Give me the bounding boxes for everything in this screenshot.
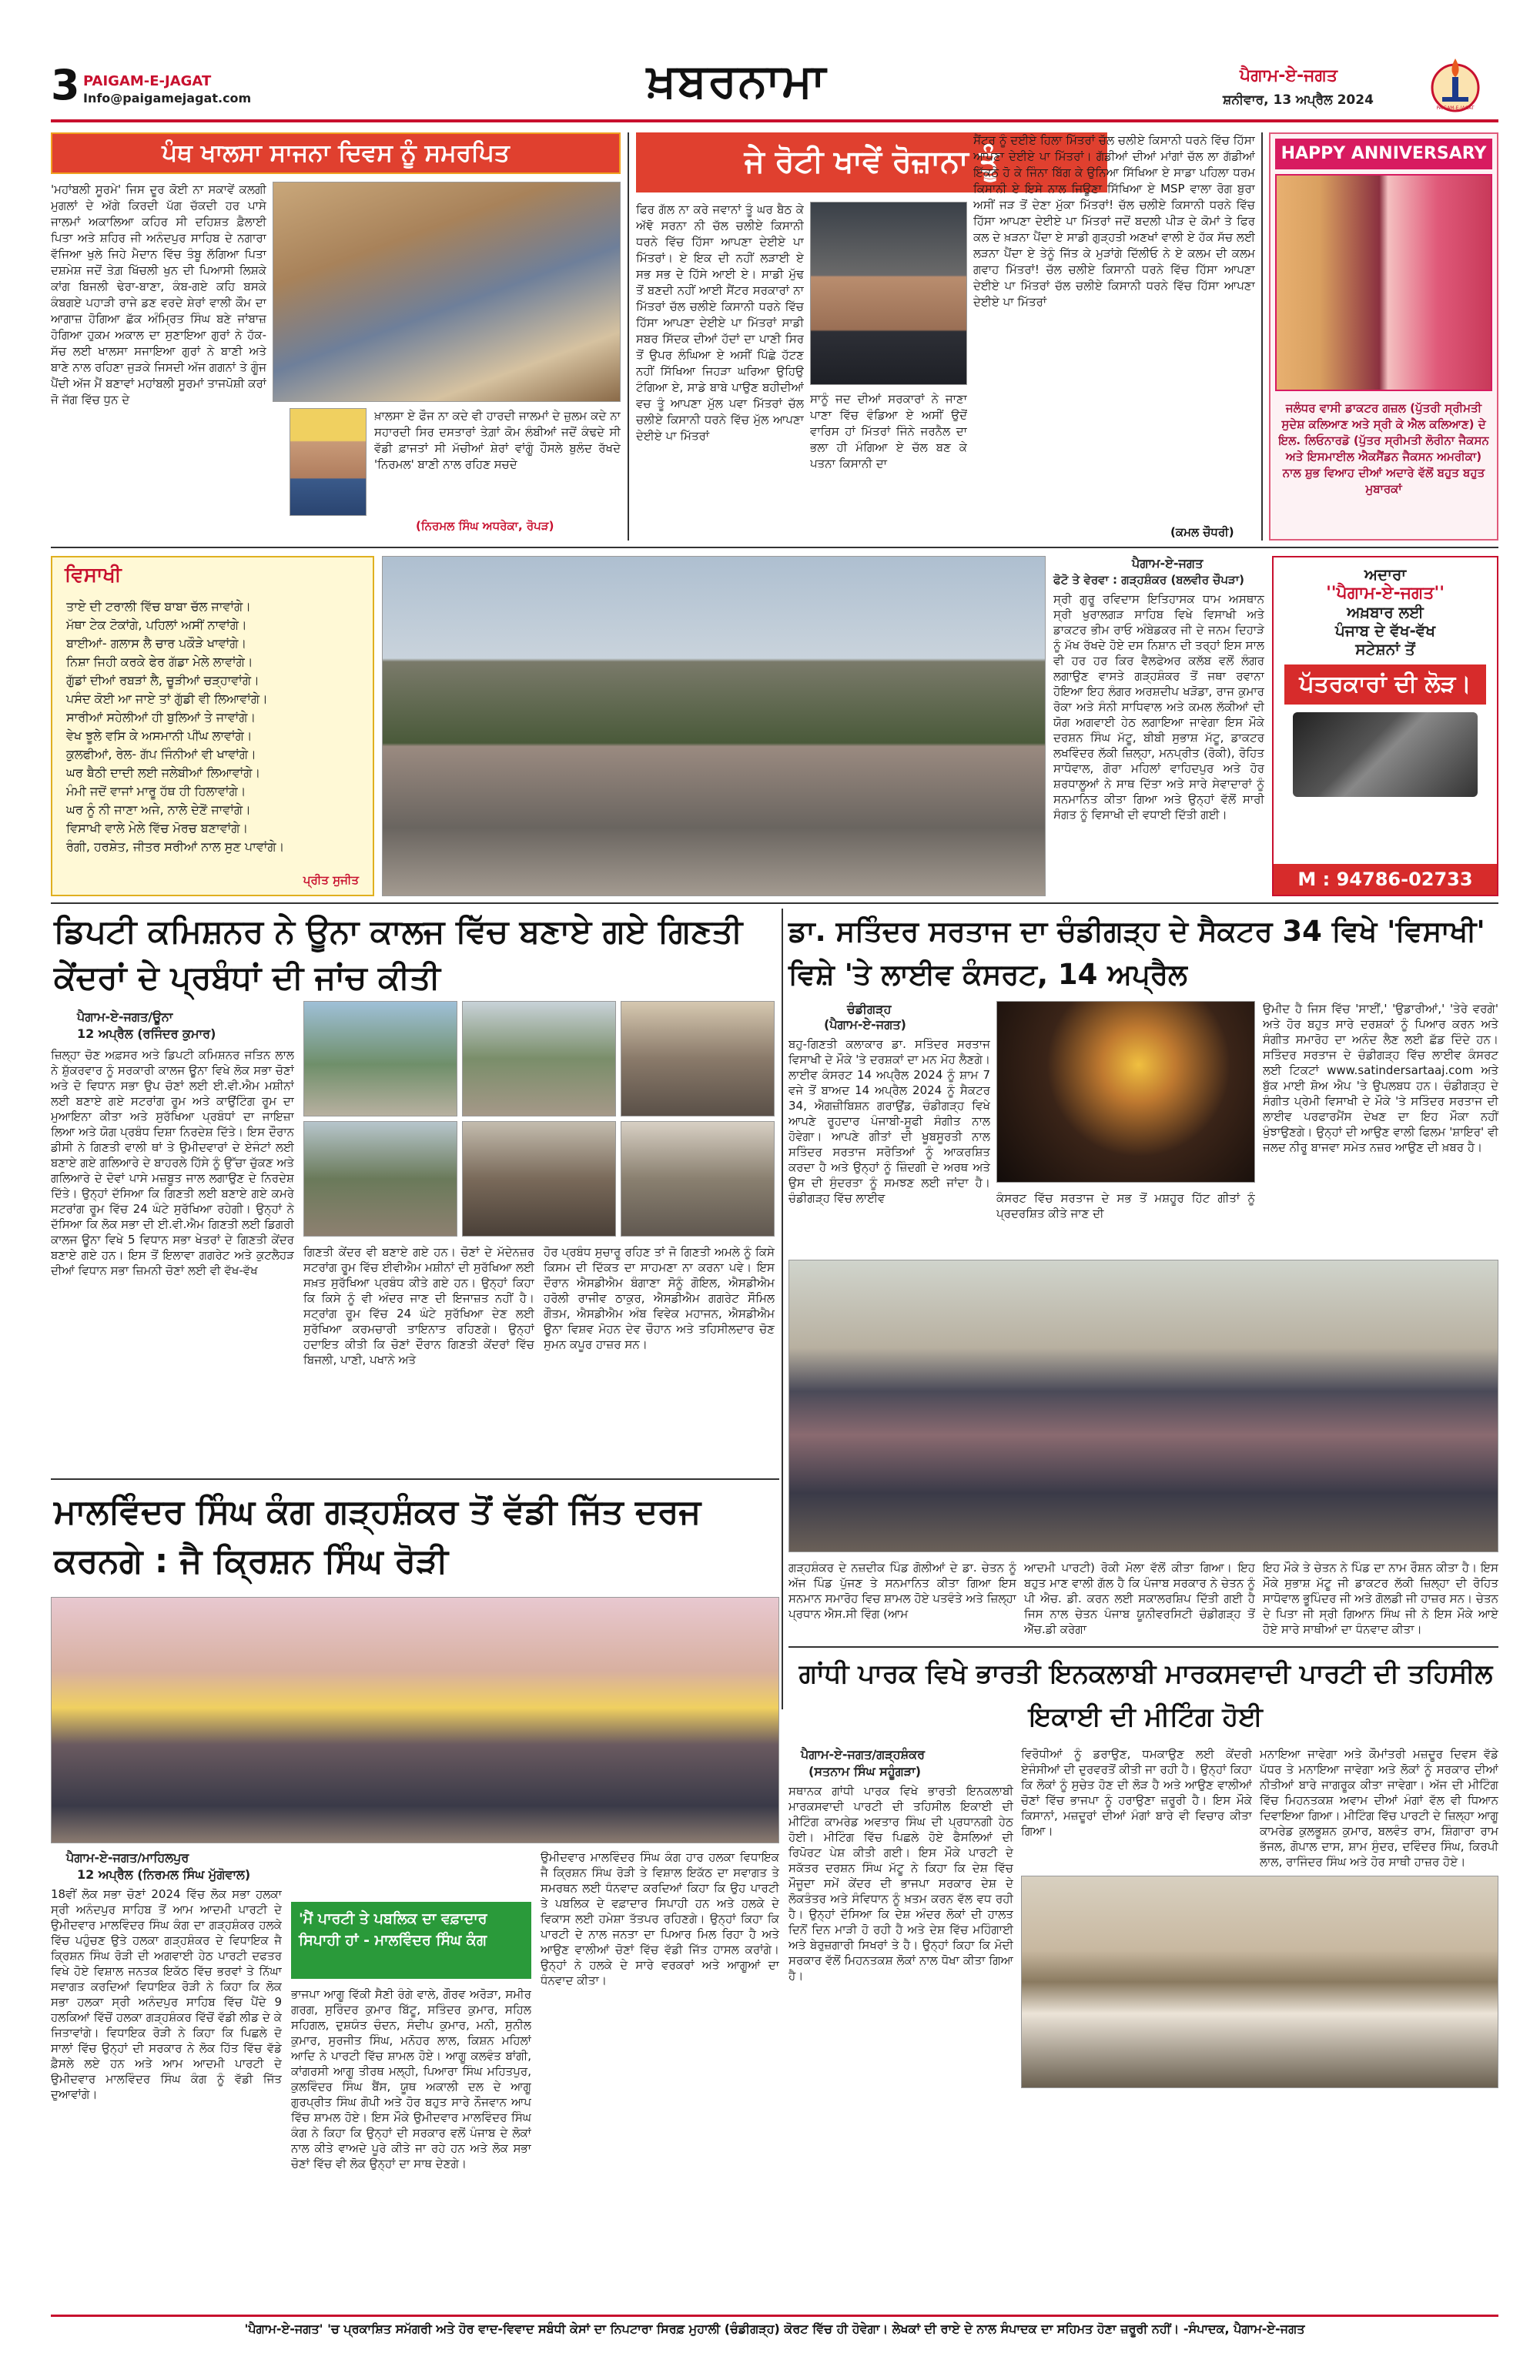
gandhi-col-3: ਮਨਾਇਆ ਜਾਵੇਗਾ ਅਤੇ ਕੌਮਾਂਤਰੀ ਮਜ਼ਦੂਰ ਦਿਵਸ ਵੱਡੇ ਪੱਧਰ ਤੇ ਮਨਾਇਆ ਜਾਵੇਗਾ ਅਤੇ ਲੋਕਾਂ ਨੂੰ ਸਰਕਾਰ ਦੀਆਂ ਨੀਤੀਆਂ ਬਾਰੇ ਜਾਗਰੂਕ ਕੀਤਾ ਜਾਵੇਗਾ। ਅੱਜ ਦੀ ਮੀਟਿੰਗ ਵਿੱਚ ਮਿਹਨਤਕਸ਼ ਅਵਾਮ ਦੀਆਂ ਮੰਗਾਂ ਵੱਲ ਵੀ ਧਿਆਨ ਦਿਵਾਇਆ ਗਿਆ। ਮੀਟਿੰਗ ਵਿੱਚ ਪਾਰਟੀ ਦੇ ਜ਼ਿਲ੍ਹਾ ਆਗੂ ਕਾਮਰੇਡ ਕੁਲਭੂਸ਼ਨ ਕੁਮਾਰ, ਬਲਵੰਤ ਰਾਮ, ਸ਼ਿੰਗਾਰਾ ਰਾਮ ਭੱਜਲ, ਗੋਪਾਲ ਦਾਸ, ਸ਼ਾਮ ਸੁੰਦਰ, ਦਵਿੰਦਰ ਸਿੰਘ, ਕਿਰਪੀ ਲਾਲ, ਰਾਜਿੰਦਰ ਸਿੰਘ ਅਤੇ ਹੋਰ ਸਾਥੀ ਹਾਜ਼ਰ ਹੋਏ।: [1260, 1747, 1498, 1869]
col-divider-2: [1261, 132, 1263, 541]
kang-byline: 12 ਅਪ੍ਰੈਲ (ਨਿਰਮਲ ਸਿੰਘ ਮੁੱਗੋਵਾਲ): [77, 1867, 251, 1882]
roti-col-2: ਸਾਨੂੰ ਜਦ ਦੀਆਂ ਸਰਕਾਰਾਂ ਨੇ ਜਾਣਾ ਪਾਣਾ ਵਿੱਚ ਵੰਡਿਆ ਏ ਅਸੀਂ ਉਦੋਂ ਵਾਰਿਸ ਹਾਂ ਮਿੱਤਰਾਂ ਜਿੰਨੇ ਜਰਨੈਲ ਦਾ ਭਲਾ ਹੀ ਮੰਗਿਆ ਏ ਚੱਲ ਬਣ ਕੇ ਪਤਨਾ ਕਿਸਾਨੀ ਦਾ: [810, 392, 967, 470]
footer-disclaimer: 'ਪੈਗਾਮ-ਏ-ਜਗਤ' 'ਚ ਪ੍ਰਕਾਸ਼ਿਤ ਸਮੱਗਰੀ ਅਤੇ ਹੋਰ ਵਾਦ-ਵਿਵਾਦ ਸਬੰਧੀ ਕੇਸਾਂ ਦਾ ਨਿਪਟਾਰਾ ਸਿਰਫ਼ ਮੁਹਾਲੀ (ਚੰਡੀਗੜ੍ਹ) ਕੋਰਟ ਵਿੱਚ ਹੀ ਹੋਵੇਗਾ। ਲੇਖਕਾਂ ਦੀ ਰਾਏ ਦੇ ਨਾਲ ਸੰਪਾਦਕ ਦਾ ਸਹਿਮਤ ਹੋਣਾ ਜ਼ਰੂਰੀ ਨਹੀਂ। -ਸੰਪਾਦਕ, ਪੈਗਾਮ-ਏ-ਜਗਤ: [244, 2321, 1305, 2336]
kang-quote-box: [291, 1902, 531, 1979]
una-photo-3: [621, 1001, 775, 1116]
section-title: ਖ਼ਬਰਨਾਮਾ: [647, 54, 828, 108]
gandhi-col-1: ਸਥਾਨਕ ਗਾਂਧੀ ਪਾਰਕ ਵਿਖੇ ਭਾਰਤੀ ਇਨਕਲਾਬੀ ਮਾਰਕਸਵਾਦੀ ਪਾਰਟੀ ਦੀ ਤਹਿਸੀਲ ਇਕਾਈ ਦੀ ਮੀਟਿੰਗ ਕਾਮਰੇਡ ਅਵਤਾਰ ਸਿੰਘ ਦੀ ਪ੍ਰਧਾਨਗੀ ਹੇਠ ਹੋਈ। ਮੀਟਿੰਗ ਵਿੱਚ ਪਿਛਲੇ ਹੋਏ ਫੈਸਲਿਆਂ ਦੀ ਰਿਪੋਰਟ ਪੇਸ਼ ਕੀਤੀ ਗਈ। ਇਸ ਮੌਕੇ ਪਾਰਟੀ ਦੇ ਸਕੱਤਰ ਦਰਸ਼ਨ ਸਿੰਘ ਮੱਟੂ ਨੇ ਕਿਹਾ ਕਿ ਦੇਸ਼ ਵਿੱਚ ਮੌਜੂਦਾ ਸਮੇਂ ਕੇਂਦਰ ਦੀ ਭਾਜਪਾ ਸਰਕਾਰ ਦੇਸ਼ ਦੇ ਲੋਕਤੰਤਰ ਅਤੇ ਸੰਵਿਧਾਨ ਨੂੰ ਖ਼ਤਮ ਕਰਨ ਵੱਲ ਵਧ ਰਹੀ ਹੈ। ਉਨ੍ਹਾਂ ਦੱਸਿਆ ਕਿ ਦੇਸ਼ ਅੰਦਰ ਲੋਕਾਂ ਦੀ ਹਾਲਤ ਦਿਨੋਂ ਦਿਨ ਮਾੜੀ ਹੋ ਰਹੀ ਹੈ ਅਤੇ ਦੇਸ਼ ਵਿੱਚ ਮਹਿੰਗਾਈ ਅਤੇ ਬੇਰੁਜ਼ਗਾਰੀ ਸਿਖਰਾਂ ਤੇ ਹੈ। ਉਨ੍ਹਾਂ ਕਿਹਾ ਕਿ ਮੋਦੀ ਸਰਕਾਰ ਵੱਲੋਂ ਮਿਹਨਤਕਸ਼ ਲੋਕਾਂ ਨਾਲ ਧੋਖਾ ਕੀਤਾ ਗਿਆ ਹੈ।: [788, 1784, 1013, 1983]
visakhi-poet: ਪ੍ਰੀਤ ਸੁਜੀਤ: [303, 873, 359, 887]
roti-col-3: ਸੈਂਟਰ ਨੂੰ ਦਈਏ ਹਿਲਾ ਮਿੱਤਰਾਂ ਚੱਲ ਚਲੀਏ ਕਿਸਾਨੀ ਧਰਨੇ ਵਿੱਚ ਹਿੱਸਾ ਆਪਣਾ ਦੇਈਏ ਪਾ ਮਿੱਤਰਾਂ। ਗੱਡੀਆਂ ਦੀਆਂ ਮਾਂਗਾਂ ਚੱਲ ਲਾ ਗੱਡੀਆਂ ਇੱਕਠੇ ਹੋ ਕੇ ਜਿੰਨਾ ਬਿੱਗ ਕੇ ਉਨਿਆ ਸਿੱਖਿਆ ਏ ਸਾਡਾ ਪਹਿਲਾ ਧਰਮ ਕਿਸਾਨੀ ਏ ਇਸੇ ਨਾਲ ਜਿਊਣਾ ਸਿੱਖਿਆ ਏ MSP ਵਾਲਾ ਰੋਗ ਬੁਰਾ ਅਸੀਂ ਜੜ ਤੋਂ ਦੇਣਾ ਮੁੱਕਾ ਮਿੱਤਰਾਂ! ਚੱਲ ਚਲੀਏ ਕਿਸਾਨੀ ਧਰਨੇ ਵਿੱਚ ਹਿੱਸਾ ਆਪਣਾ ਦੇਈਏ ਪਾ ਮਿੱਤਰਾਂ ਜਦੋਂ ਬਦਲੀ ਪੀੜ ਦੇ ਕੋਮਾਂ ਤੇ ਫਿਰ ਕਲ ਦੇ ਖ਼ੜਨਾ ਪੈਂਦਾ ਏ ਸਾਡੀ ਗੁੜ੍ਹਤੀ ਅਣਖਾਂ ਵਾਲੀ ਏ ਹੱਕ ਸੱਚ ਲਈ ਲੜਨਾ ਪੈਂਦਾ ਏ ਤੇਨੂੰ ਜਿੱਤ ਕੇ ਮੁੜਾਂਗੇ ਦਿੱਲੀਓ ਨੇ ਏ ਕਲਮ ਦੀ ਕਲਮ ਗਵਾਹ ਮਿੱਤਰਾਂ! ਚੱਲ ਚਲੀਏ ਕਿਸਾਨੀ ਧਰਨੇ ਵਿੱਚ ਹਿੱਸਾ ਆਪਣਾ ਦੇਈਏ ਪਾ ਮਿੱਤਰਾਂ ਚੱਲ ਚਲੀਏ ਕਿਸਾਨੀ ਧਰਨੇ ਵਿੱਚ ਹਿੱਸਾ ਆਪਣਾ ਦੇਈਏ ਪਾ ਮਿੱਤਰਾਂ: [973, 133, 1255, 309]
concert-singer-photo: [996, 1001, 1255, 1183]
poem-line: ਗੁੱਡਾਂ ਦੀਆਂ ਰਬੜਾਂ ਲੈ, ਚੂੜੀਆਂ ਚੜ੍ਹਾਵਾਂਗੇ।: [66, 673, 259, 688]
chetan-col-3: ਇਹ ਮੌਕੇ ਤੇ ਚੇਤਨ ਨੇ ਪਿੰਡ ਦਾ ਨਾਮ ਰੌਸ਼ਨ ਕੀਤਾ ਹੈ। ਇਸ ਮੌਕੇ ਸੁਭਾਸ਼ ਮੱਟੂ ਜੀ ਡਾਕਟਰ ਲੱਕੀ ਜ਼ਿਲ੍ਹਾ ਦੀ ਰੋਹਿਤ ਸਾਧੋਵਾਲ ਭੂਪਿੰਦਰ ਜੀ ਅਤੇ ਗੋਲਡੀ ਜੀ ਹਾਜ਼ਰ ਸਨ। ਚੇਤਨ ਦੇ ਪਿਤਾ ਜੀ ਸ੍ਰੀ ਗਿਆਨ ਸਿੰਘ ਜੀ ਨੇ ਇਸ ਮੌਕੇ ਆਏ ਹੋਏ ਸਾਰੇ ਸਾਥੀਆਂ ਦਾ ਧੰਨਵਾਦ ਕੀਤਾ।: [1263, 1561, 1498, 1636]
footer-rule: [51, 2315, 1498, 2317]
ad-highlight-box: [1284, 664, 1486, 705]
chetan-col-1: ਗੜ੍ਹਸ਼ੰਕਰ ਦੇ ਨਜ਼ਦੀਕ ਪਿੰਡ ਗੋਲੀਆਂ ਦੇ ਡਾ. ਚੇਤਨ ਨੂੰ ਅੱਜ ਪਿੰਡ ਪੁੱਜਣ ਤੇ ਸਨਮਾਨਿਤ ਕੀਤਾ ਗਿਆ ਇਸ ਸਨਮਾਨ ਸਮਾਰੋਹ ਵਿਚ ਸ਼ਾਮਲ ਹੋਏ ਪਤਵੰਤੇ ਅਤੇ ਜ਼ਿਲ੍ਹਾ ਪ੍ਰਧਾਨ ਐਸ.ਸੀ ਵਿੰਗ (ਆਮ: [788, 1561, 1016, 1621]
una-col-3: ਹੋਰ ਪ੍ਰਬੰਧ ਸੁਚਾਰੂ ਰਹਿਣ ਤਾਂ ਜੋ ਗਿਣਤੀ ਅਮਲੇ ਨੂੰ ਕਿਸੇ ਕਿਸਮ ਦੀ ਦਿੱਕਤ ਦਾ ਸਾਹਮਣਾ ਨਾ ਕਰਨਾ ਪਵੇ। ਇਸ ਦੌਰਾਨ ਐਸਡੀਐਮ ਬੰਗਾਣਾ ਸੋਨੂੰ ਗੋਇਲ, ਐਸਡੀਐਮ ਹਰੋਲੀ ਰਾਜੀਵ ਠਾਕੁਰ, ਐਸਡੀਐਮ ਗਗਰੇਟ ਸੌਮਿਲ ਗੌਤਮ, ਐਸਡੀਐਮ ਅੰਬ ਵਿਵੇਕ ਮਹਾਜਨ, ਐਸਡੀਐਮ ਊਨਾ ਵਿਸ਼ਵ ਮੋਹਨ ਦੇਵ ਚੌਹਾਨ ਅਤੇ ਤਹਿਸੀਲਦਾਰ ਚੋਣ ਸੁਮਨ ਕਪੂਰ ਹਾਜ਼ਰ ਸਨ।: [544, 1245, 775, 1351]
flag-dateline: ਪੈਗਾਮ-ਏ-ਜਗਤ: [1132, 556, 1204, 571]
ad-highlight: ਪੱਤਰਕਾਰਾਂ ਦੀ ਲੋੜ।: [1299, 671, 1471, 698]
poet-portrait: [290, 408, 367, 516]
visakhi-box: [51, 556, 374, 896]
logo: [1428, 54, 1482, 115]
una-photo-1: [303, 1001, 457, 1116]
poem-line: ਸਾਰੀਆਂ ਸਹੇਲੀਆਂ ਹੀ ਬੁਲਿਆਂ ਤੇ ਜਾਵਾਂਗੇ।: [66, 710, 256, 725]
anniversary-photo: [1275, 174, 1492, 391]
poem-line: ਕੁਲਫੀਆਂ, ਰੇਲ- ਗੱਪ ਜਿੰਨੀਆਂ ਵੀ ਖਾਵਾਂਗੇ।: [66, 747, 256, 762]
masthead: [0, 0, 1540, 123]
ad-paper: ''ਪੈਗਾਮ-ਏ-ਜਗਤ'': [1326, 584, 1445, 603]
roti-poet-photo: [810, 202, 967, 385]
kang-heading: ਮਾਲਵਿੰਦਰ ਸਿੰਘ ਕੰਗ ਗੜ੍ਹਸ਼ੰਕਰ ਤੋਂ ਵੱਡੀ ਜਿੱਤ ਦਰਜ ਕਰਨਗੇ : ਜੈ ਕ੍ਰਿਸ਼ਨ ਸਿੰਘ ਰੋੜੀ: [54, 1492, 701, 1581]
section-rule-1: [51, 547, 1498, 548]
section-rule-3: [51, 1478, 779, 1480]
concert-col-1: ਬਹੁ-ਗਿਣਤੀ ਕਲਾਕਾਰ ਡਾ. ਸਤਿੰਦਰ ਸਰਤਾਜ ਵਿਸਾਖੀ ਦੇ ਮੌਕੇ 'ਤੇ ਦਰਸ਼ਕਾਂ ਦਾ ਮਨ ਮੋਹ ਲੈਣਗੇ। ਲਾਈਵ ਕੰਸਰਟ 14 ਅਪ੍ਰੈਲ 2024 ਨੂੰ ਸ਼ਾਮ 7 ਵਜੇ ਤੋਂ ਬਾਅਦ 14 ਅਪ੍ਰੈਲ 2024 ਨੂੰ ਸੈਕਟਰ 34, ਐਗਜ਼ੀਬਿਸ਼ਨ ਗਰਾਉਂਡ, ਚੰਡੀਗੜ੍ਹ ਵਿਖੇ ਆਪਣੇ ਰੂਹਦਾਰ ਪੰਜਾਬੀ-ਸੂਫੀ ਸੰਗੀਤ ਨਾਲ ਹੋਵੇਗਾ। ਆਪਣੇ ਗੀਤਾਂ ਦੀ ਖੂਬਸੂਰਤੀ ਨਾਲ ਸਤਿੰਦਰ ਸਰਤਾਜ ਸਰੋਤਿਆਂ ਨੂੰ ਆਕਰਸ਼ਿਤ ਕਰਦਾ ਹੈ ਅਤੇ ਉਨ੍ਹਾਂ ਨੂੰ ਜ਼ਿੰਦਗੀ ਦੇ ਅਰਥ ਅਤੇ ਉਸ ਦੀ ਸੁੰਦਰਤਾ ਨੂੰ ਸਮਝਣ ਲਈ ਜਾਂਦਾ ਹੈ। ਚੰਡੀਗੜ੍ਹ ਵਿੱਚ ਲਾਈਵ: [788, 1037, 990, 1205]
khalsa-heading-bar: [51, 132, 621, 174]
una-byline: 12 ਅਪ੍ਰੈਲ (ਰਜਿੰਦਰ ਕੁਮਾਰ): [77, 1026, 216, 1041]
masthead-rule: [51, 119, 1498, 122]
roti-heading: ਜੇ ਰੋਟੀ ਖਾਵੇਂ ਰੋਜ਼ਾਨਾ ਤੂੰ: [744, 144, 999, 179]
page-number: 3: [51, 61, 80, 109]
anniversary-body: ਜਲੰਧਰ ਵਾਸੀ ਡਾਕਟਰ ਗਜ਼ਲ (ਪੁੱਤਰੀ ਸ੍ਰੀਮਤੀ ਸੁਦੇਸ਼ ਕਲਿਆਣ ਅਤੇ ਸ੍ਰੀ ਕੇ ਐਲ ਕਲਿਆਣ) ਦੇ ਇਲ. ਲਿਓਨਾਰਡੋ (ਪੁੱਤਰ ਸ੍ਰੀਮਤੀ ਲੋਰੀਨਾ ਜੈਕਸਨ ਅਤੇ ਇਸਮਾਈਲ ਐਕਸੈਂਡਨ ਜੈਕਸਨ ਅਮਰੀਕਾ) ਨਾਲ ਸ਼ੁਭ ਵਿਆਹ ਦੀਆਂ ਅਦਾਰੇ ਵੱਲੋਂ ਬਹੁਤ ਬਹੁਤ ਮੁਬਾਰਕਾਂ: [1278, 401, 1489, 496]
paper-name-punjabi: ਪੈਗਾਮ-ਏ-ਜਗਤ: [1240, 66, 1337, 85]
anniversary-heading-bar: [1275, 139, 1492, 169]
microphone-icon: [1293, 712, 1478, 797]
flag-body: ਸ੍ਰੀ ਗੁਰੂ ਰਵਿਦਾਸ ਇਤਿਹਾਸਕ ਧਾਮ ਅਸਥਾਨ ਸ੍ਰੀ ਖੁਰਾਲਗੜ ਸਾਹਿਬ ਵਿਖੇ ਵਿਸਾਖੀ ਅਤੇ ਡਾਕਟਰ ਭੀਮ ਰਾਓ ਅੰਬੇਡਕਰ ਜੀ ਦੇ ਜਨਮ ਦਿਹਾੜੇ ਨੂੰ ਮੱਖ ਰੱਖਦੇ ਹੋਏ ਦਸ ਨਿਸ਼ਾਨ ਦੀ ਤਰ੍ਹਾਂ ਇਸ ਸਾਲ ਵੀ ਹਰ ਹਰ ਕਿਰ ਵੈਲਫੇਅਰ ਕਲੱਬ ਵਲੋਂ ਲੰਗਰ ਲਗਾਉਣ ਵਾਸਤੇ ਗੜ੍ਹਸ਼ੰਕਰ ਤੋਂ ਜਥਾ ਰਵਾਨਾ ਹੋਇਆ ਇਹ ਲੰਗਰ ਅਰਸ਼ਦੀਪ ਖੜੋਡਾ, ਰਾਜ ਕੁਮਾਰ ਰੋਕਾ ਅਤੇ ਸੰਨੀ ਸਾਧਿਵਾਲ ਅਤੇ ਕਮਲ ਲੱਕੀਆਂ ਦੀ ਯੋਗ ਅਗਵਾਈ ਹੇਠ ਲਗਾਇਆ ਜਾਵੇਗਾ ਇਸ ਮੌਕੇ ਦਰਸ਼ਨ ਸਿੰਘ ਮੱਟੂ, ਬੀਬੀ ਸੁਭਾਸ਼ ਮੱਟੂ, ਡਾਕਟਰ ਲਖਵਿੰਦਰ ਲੱਕੀ ਜ਼ਿਲ੍ਹਾ, ਮਨਪ੍ਰੀਤ (ਰੋਕੀ), ਰੋਹਿਤ ਸਾਧੋਵਾਲ, ਗੋਰਾ ਮਹਿਲਾਂ ਵਾਹਿਦਪੁਰ ਅਤੇ ਹੋਰ ਸ਼ਰਧਾਲੂਆਂ ਨੇ ਸਾਥ ਦਿੱਤਾ ਅਤੇ ਸਾਰੇ ਸੇਵਾਦਾਰਾਂ ਨੂੰ ਸਨਮਾਨਿਤ ਕੀਤਾ ਗਿਆ ਅਤੇ ਉਨ੍ਹਾਂ ਵੱਲੋਂ ਸਾਰੀ ਸੰਗਤ ਨੂੰ ਵਿਸਾਖੀ ਦੀ ਵਧਾਈ ਦਿੱਤੀ ਗਈ।: [1053, 592, 1264, 822]
visakhi-heading: ਵਿਸਾਖੀ: [65, 564, 122, 587]
gandhi-col-3b: [1021, 2096, 1498, 2310]
col-divider-3: [782, 909, 783, 1709]
gandhi-heading: ਗਾਂਧੀ ਪਾਰਕ ਵਿਖੇ ਭਾਰਤੀ ਇਨਕਲਾਬੀ ਮਾਰਕਸਵਾਦੀ ਪਾਰਟੀ ਦੀ ਤਹਿਸੀਲ ਇਕਾਈ ਦੀ ਮੀਟਿੰਗ ਹੋਈ: [798, 1659, 1493, 1732]
email: Info@paigamejagat.com: [83, 91, 252, 105]
ad-line-3: ਸਟੇਸ਼ਨਾਂ ਤੋਂ: [1355, 640, 1415, 658]
una-photo-2: [462, 1001, 616, 1116]
una-heading: ਡਿਪਟੀ ਕਮਿਸ਼ਨਰ ਨੇ ਊਨਾ ਕਾਲਜ ਵਿੱਚ ਬਣਾਏ ਗਏ ਗਿਣਤੀ ਕੇਂਦਰਾਂ ਦੇ ਪ੍ਰਬੰਧਾਂ ਦੀ ਜਾਂਚ ਕੀਤੀ: [54, 912, 743, 996]
una-dateline: ਪੈਗਾਮ-ਏ-ਜਗਤ/ਊਨਾ: [77, 1009, 173, 1024]
poem-line: ਨਿਸ਼ਾ ਜਿਹੀ ਕਰਕੇ ਫੇਰ ਗੱਡਾ ਮੇਲੇ ਲਾਵਾਂਗੇ।: [66, 654, 253, 669]
una-col-2: ਗਿਣਤੀ ਕੇਂਦਰ ਵੀ ਬਣਾਏ ਗਏ ਹਨ। ਚੋਣਾਂ ਦੇ ਮੱਦੇਨਜ਼ਰ ਸਟਰਾਂਗ ਰੂਮ ਵਿੱਚ ਈਵੀਐਮ ਮਸ਼ੀਨਾਂ ਦੀ ਸੁਰੱਖਿਆ ਲਈ ਸਖ਼ਤ ਸੁਰੱਖਿਆ ਪ੍ਰਬੰਧ ਕੀਤੇ ਗਏ ਹਨ। ਉਨ੍ਹਾਂ ਕਿਹਾ ਕਿ ਕਿਸੇ ਨੂੰ ਵੀ ਅੰਦਰ ਜਾਣ ਦੀ ਇਜਾਜ਼ਤ ਨਹੀਂ ਹੈ। ਸਟ੍ਰਾਂਗ ਰੂਮ ਵਿੱਚ 24 ਘੰਟੇ ਸੁਰੱਖਿਆ ਦੇਣ ਲਈ ਸੁਰੱਖਿਆ ਕਰਮਚਾਰੀ ਤਾਇਨਾਤ ਰਹਿਣਗੇ। ਉਨ੍ਹਾਂ ਹਦਾਇਤ ਕੀਤੀ ਕਿ ਚੋਣਾਂ ਦੌਰਾਨ ਗਿਣਤੀ ਕੇਂਦਰਾਂ ਵਿੱਚ ਬਿਜਲੀ, ਪਾਣੀ, ਪਖਾਨੇ ਅਤੇ: [303, 1245, 534, 1367]
concert-col-2: ਕੰਸਰਟ ਵਿੱਚ ਸਰਤਾਜ ਦੇ ਸਭ ਤੋਂ ਮਸ਼ਹੂਰ ਹਿੱਟ ਗੀਤਾਂ ਨੂੰ ਪ੍ਰਦਰਸ਼ਿਤ ਕੀਤੇ ਜਾਣ ਦੀ: [996, 1191, 1255, 1220]
gandhi-byline: (ਸਤਨਾਮ ਸਿੰਘ ਸਹੂੰਗੜਾ): [808, 1764, 922, 1779]
khalsa-painting: [273, 182, 621, 402]
concert-col-3: ਉਮੀਦ ਹੈ ਜਿਸ ਵਿੱਚ 'ਸਾਈਂ,' 'ਉਡਾਰੀਆਂ,' 'ਤੇਰੇ ਵਰਗੇ' ਅਤੇ ਹੋਰ ਬਹੁਤ ਸਾਰੇ ਦਰਸ਼ਕਾਂ ਨੂੰ ਪਿਆਰ ਕਰਨ ਅਤੇ ਸੰਗੀਤ ਸਮਾਰੋਹ ਦਾ ਅਨੰਦ ਲੈਣ ਲਈ ਛੱਡ ਦਿੰਦੇ ਹਨ। ਸਤਿੰਦਰ ਸਰਤਾਜ ਦੇ ਚੰਡੀਗੜ੍ਹ ਵਿੱਚ ਲਾਈਵ ਕੰਸਰਟ ਲਈ ਟਿਕਟਾਂ www.satindersartaaj.com ਅਤੇ ਬੁੱਕ ਮਾਈ ਸ਼ੋਅ ਐਪ 'ਤੇ ਉਪਲਬਧ ਹਨ। ਚੰਡੀਗੜ੍ਹ ਦੇ ਸੰਗੀਤ ਪ੍ਰੇਮੀ ਵਿਸਾਖੀ ਦੇ ਮੌਕੇ 'ਤੇ ਸਤਿੰਦਰ ਸਰਤਾਜ ਦੀ ਲਾਈਵ ਪਰਫਾਰਮੈਂਸ ਦੇਖਣ ਦਾ ਇਹ ਮੌਕਾ ਨਹੀਂ ਖੁੰਝਾਉਣਗੇ। ਉਨ੍ਹਾਂ ਦੀ ਆਉਣ ਵਾਲੀ ਫਿਲਮ 'ਸ਼ਾਇਰ' ਵੀ ਜਲਦ ਨੀਰੂ ਬਾਜਵਾ ਸਮੇਤ ਨਜ਼ਰ ਆਉਣ ਦੀ ਖ਼ਬਰ ਹੈ।: [1263, 1002, 1498, 1154]
poem-line: ਪਸੰਦ ਕੋਈ ਆ ਜਾਏ ਤਾਂ ਗੁੱਡੀ ਵੀ ਲਿਆਵਾਂਗੇ।: [66, 691, 268, 706]
ad-line-1: ਅਖ਼ਬਾਰ ਲਈ: [1347, 603, 1424, 621]
khalsa-body-right: ਖ਼ਾਲਸਾ ਏ ਫੌਜ ਨਾ ਕਦੇ ਵੀ ਹਾਰਦੀ ਜਾਲਮਾਂ ਦੇ ਜ਼ੁਲਮ ਕਦੇ ਨਾ ਸਹਾਰਦੀ ਸਿਰ ਦਸਤਾਰਾਂ ਤੇਗ਼ਾਂ ਕੋਮ ਲੰਬੀਆਂ ਜਦੋਂ ਕੰਢਦੇ ਸੀ ਵੱਡੀ ਫ਼ਾਜਤਾਂ ਸੀ ਮੱਚੀਆਂ ਸ਼ੇਰਾਂ ਵਾਂਗੂੰ ਹੌਸਲੇ ਬੁਲੰਦ ਰੱਖਦੇ 'ਨਿਰਮਲ' ਬਾਣੀ ਨਾਲ ਰਹਿਣ ਸਚਦੇ: [374, 409, 621, 471]
paper-name: PAIGAM-E-JAGAT: [83, 73, 212, 89]
kang-rally-photo: [51, 1597, 779, 1843]
khalsa-poet: (ਨਿਰਮਲ ਸਿੰਘ ਅਧਰੇਕਾ, ਰੋਪੜ): [416, 519, 554, 533]
kang-col-1: 18ਵੀਂ ਲੋਕ ਸਭਾ ਚੋਣਾਂ 2024 ਵਿੱਚ ਲੋਕ ਸਭਾ ਹਲਕਾ ਸ੍ਰੀ ਅਨੰਦਪੁਰ ਸਾਹਿਬ ਤੋਂ ਆਮ ਆਦਮੀ ਪਾਰਟੀ ਦੇ ਉਮੀਦਵਾਰ ਮਾਲਵਿੰਦਰ ਸਿੰਘ ਕੰਗ ਦਾ ਗੜ੍ਹਸ਼ੰਕਰ ਹਲਕੇ ਵਿੱਚ ਪਹੁੰਚਣ ਉਤੇ ਹਲਕਾ ਗੜ੍ਹਸ਼ੰਕਰ ਦੇ ਵਿਧਾਇਕ ਜੈ ਕ੍ਰਿਸ਼ਨ ਸਿੰਘ ਰੋੜੀ ਦੀ ਅਗਵਾਈ ਹੇਠ ਪਾਰਟੀ ਦਫਤਰ ਵਿਖੇ ਹੋਏ ਵਿਸ਼ਾਲ ਜਨਤਕ ਇਕੱਠ ਵਿੱਚ ਭਰਵਾਂ ਤੇ ਨਿੱਘਾ ਸਵਾਗਤ ਕਰਦਿਆਂ ਵਿਧਾਇਕ ਰੋੜੀ ਨੇ ਕਿਹਾ ਕਿ ਲੋਕ ਸਭਾ ਹਲਕਾ ਸ੍ਰੀ ਅਨੰਦਪੁਰ ਸਾਹਿਬ ਵਿੱਚ ਪੈਂਦੇ 9 ਹਲਕਿਆਂ ਵਿੱਚੋਂ ਹਲਕਾ ਗੜ੍ਹਸ਼ੰਕਰ ਵਿੱਚੋਂ ਵੱਡੀ ਲੀਡ ਦੇ ਕੇ ਜਿਤਾਵਾਂਗੇ। ਵਿਧਾਇਕ ਰੋੜੀ ਨੇ ਕਿਹਾ ਕਿ ਪਿਛਲੇ ਦੋ ਸਾਲਾਂ ਵਿੱਚ ਉਨ੍ਹਾਂ ਦੀ ਸਰਕਾਰ ਨੇ ਲੋਕ ਹਿੱਤ ਵਿੱਚ ਵੱਡੇ ਫ਼ੈਸਲੇ ਲਏ ਹਨ ਅਤੇ ਆਮ ਆਦਮੀ ਪਾਰਟੀ ਦੇ ਉਮੀਦਵਾਰ ਮਾਲਵਿੰਦਰ ਸਿੰਘ ਕੰਗ ਨੂੰ ਵੱਡੀ ਜਿੱਤ ਦੁਆਵਾਂਗੇ।: [51, 1887, 282, 2101]
una-photo-5: [462, 1121, 616, 1237]
logo-text: PAIGAM-E-JAGAT: [1436, 105, 1475, 111]
poem-line: ਤਾਏ ਦੀ ਟਰਾਲੀ ਵਿੱਚ ਬਾਬਾ ਚੱਲ ਜਾਵਾਂਗੇ।: [66, 599, 251, 614]
flag-group-photo: [382, 556, 1046, 896]
col-divider-1: [628, 132, 629, 541]
gandhi-dateline: ਪੈਗਾਮ-ਏ-ਜਗਤ/ਗੜ੍ਹਸ਼ੰਕਰ: [801, 1747, 926, 1762]
roti-poet: (ਕਮਲ ਚੌਧਰੀ): [1170, 525, 1234, 539]
flag-byline: ਫੋਟੋ ਤੇ ਵੇਰਵਾ : ਗੜ੍ਹਸ਼ੰਕਰ (ਬਲਵੀਰ ਚੌਪੜਾ): [1053, 573, 1244, 587]
reporters-ad: [1272, 556, 1498, 896]
poem-line: ਘਰ ਬੈਠੀ ਦਾਦੀ ਲਈ ਜਲੇਬੀਆਂ ਲਿਆਵਾਂਗੇ।: [66, 765, 261, 780]
kang-quote: 'ਮੈਂ ਪਾਰਟੀ ਤੇ ਪਬਲਿਕ ਦਾ ਵਫ਼ਾਦਾਰ ਸਿਪਾਹੀ ਹਾਂ - ਮਾਲਵਿੰਦਰ ਸਿੰਘ ਕੰਗ: [299, 1910, 487, 1949]
anniversary-heading: HAPPY ANNIVERSARY: [1281, 144, 1487, 163]
kang-col-3: ਉਮੀਦਵਾਰ ਮਾਲਵਿੰਦਰ ਸਿੰਘ ਕੰਗ ਹਾਰ ਹਲਕਾ ਵਿਧਾਇਕ ਜੈ ਕ੍ਰਿਸ਼ਨ ਸਿੰਘ ਰੋੜੀ ਤੇ ਵਿਸ਼ਾਲ ਇਕੱਠ ਦਾ ਸਵਾਗਤ ਤੇ ਸਮਰਥਨ ਲਈ ਧੰਨਵਾਦ ਕਰਦਿਆਂ ਕਿਹਾ ਕਿ ਉਹ ਪਾਰਟੀ ਤੇ ਪਬਲਿਕ ਦੇ ਵਫ਼ਾਦਾਰ ਸਿਪਾਹੀ ਹਨ ਅਤੇ ਹਲਕੇ ਦੇ ਵਿਕਾਸ ਲਈ ਹਮੇਸ਼ਾ ਤੱਤਪਰ ਰਹਿਣਗੇ। ਉਨ੍ਹਾਂ ਕਿਹਾ ਕਿ ਪਾਰਟੀ ਦੇ ਨਾਲ ਜਨਤਾ ਦਾ ਪਿਆਰ ਮਿਲ ਰਿਹਾ ਹੈ ਅਤੇ ਆਉਣ ਵਾਲੀਆਂ ਚੋਣਾਂ ਵਿੱਚ ਵੱਡੀ ਜਿੱਤ ਹਾਸਲ ਕਰਾਂਗੇ। ਉਨ੍ਹਾਂ ਨੇ ਹਲਕੇ ਦੇ ਸਾਰੇ ਵਰਕਰਾਂ ਅਤੇ ਆਗੂਆਂ ਦਾ ਧੰਨਵਾਦ ਕੀਤਾ।: [541, 1850, 779, 1987]
poem-line: ਬਾਈਆਂ- ਗਲਾਸ ਲੈ ਚਾਰ ਪਕੌੜੇ ਖਾਵਾਂਗੇ।: [66, 636, 247, 651]
chetan-col-2: ਆਦਮੀ ਪਾਰਟੀ) ਰੋਕੀ ਮੋਲਾ ਵੱਲੋਂ ਕੀਤਾ ਗਿਆ। ਇਹ ਬਹੁਤ ਮਾਣ ਵਾਲੀ ਗੱਲ ਹੈ ਕਿ ਪੰਜਾਬ ਸਰਕਾਰ ਨੇ ਚੇਤਨ ਨੂੰ ਪੀ ਐਚ. ਡੀ. ਕਰਨ ਲਈ ਸਕਾਲਰਸ਼ਿਪ ਦਿੱਤੀ ਗਈ ਹੈ ਜਿਸ ਨਾਲ ਚੇਤਨ ਪੰਜਾਬ ਯੂਨੀਵਰਸਿਟੀ ਚੰਡੀਗੜ੍ਹ ਤੋਂ ਐੱਚ.ਡੀ ਕਰੇਗਾ: [1024, 1561, 1255, 1636]
poem-line: ਵੇਖ ਝੂਲੇ ਵਸਿ ਕੇ ਅਸਮਾਨੀ ਪੀਂਘ ਲਾਵਾਂਗੇ।: [66, 728, 253, 743]
chetan-group-photo: [788, 1260, 1498, 1552]
poem-line: ਮੰਮੀ ਜਦੋਂ ਵਾਜਾਂ ਮਾਰੂ ਹੱਥ ਹੀ ਹਿਲਾਵਾਂਗੇ।: [66, 784, 246, 798]
una-photo-4: [303, 1121, 457, 1237]
concert-byline: (ਪੈਗਾਮ-ਏ-ਜਗਤ): [824, 1017, 906, 1032]
section-rule-4: [788, 1646, 1498, 1648]
gandhi-col-2: ਵਿਰੋਧੀਆਂ ਨੂੰ ਡਰਾਉਣ, ਧਮਕਾਉਣ ਲਈ ਕੇਂਦਰੀ ਏਜੰਸੀਆਂ ਦੀ ਦੁਰਵਰਤੋਂ ਕੀਤੀ ਜਾ ਰਹੀ ਹੈ। ਉਨ੍ਹਾਂ ਕਿਹਾ ਕਿ ਲੋਕਾਂ ਨੂੰ ਸੁਚੇਤ ਹੋਣ ਦੀ ਲੋੜ ਹੈ ਅਤੇ ਆਉਣ ਵਾਲੀਆਂ ਚੋਣਾਂ ਵਿੱਚ ਭਾਜਪਾ ਨੂੰ ਹਰਾਉਣਾ ਜ਼ਰੂਰੀ ਹੈ। ਇਸ ਮੌਕੇ ਕਿਸਾਨਾਂ, ਮਜ਼ਦੂਰਾਂ ਦੀਆਂ ਮੰਗਾਂ ਬਾਰੇ ਵੀ ਵਿਚਾਰ ਕੀਤਾ ਗਿਆ।: [1021, 1747, 1252, 1838]
ad-line-2: ਪੰਜਾਬ ਦੇ ਵੱਖ-ਵੱਖ: [1334, 621, 1436, 640]
date: ਸ਼ਨੀਵਾਰ, 13 ਅਪ੍ਰੈਲ 2024: [1223, 92, 1374, 108]
concert-heading: ਡਾ. ਸਤਿੰਦਰ ਸਰਤਾਜ ਦਾ ਚੰਡੀਗੜ੍ਹ ਦੇ ਸੈਕਟਰ 34 ਵਿਖੇ 'ਵਿਸਾਖੀ' ਵਿਸ਼ੇ 'ਤੇ ਲਾਈਵ ਕੰਸਰਟ, 14 ਅਪ੍ਰੈਲ: [788, 915, 1485, 991]
kang-col-2: ਭਾਜਪਾ ਆਗੂ ਵਿੱਕੀ ਸੈਣੀ ਰੰਗੇ ਵਾਲੇ, ਗੌਰਵ ਅਰੋੜਾ, ਸਮੀਰ ਗਰਗ, ਸੁਰਿੰਦਰ ਕੁਮਾਰ ਬਿੱਟੂ, ਸਤਿੰਦਰ ਕੁਮਾਰ, ਸਹਿਲ ਸਹਿਗਲ, ਦੁਸ਼ਯੰਤ ਚੰਦਨ, ਸੰਦੀਪ ਕੁਮਾਰ, ਮਨੀ, ਸੁਨੀਲ ਕੁਮਾਰ, ਸੁਰਜੀਤ ਸਿੰਘ, ਮਨੋਹਰ ਲਾਲ, ਕਿਸ਼ਨ ਮਹਿਲਾਂ ਆਦਿ ਨੇ ਪਾਰਟੀ ਵਿੱਚ ਸ਼ਾਮਲ ਹੋਏ। ਆਗੂ ਕਲਵੰਤ ਬਾਂਗੀ, ਕਾਂਗਰਸੀ ਆਗੂ ਤੀਰਥ ਮਲ੍ਹੀ, ਪਿਆਰਾ ਸਿੰਘ ਮਹਿਤਪੁਰ, ਕੁਲਵਿੰਦਰ ਸਿੰਘ ਬੈਂਸ, ਯੂਥ ਅਕਾਲੀ ਦਲ ਦੇ ਆਗੂ ਗੁਰਪ੍ਰੀਤ ਸਿੰਘ ਗੋਪੀ ਅਤੇ ਹੋਰ ਬਹੁਤ ਸਾਰੇ ਨੌਜਵਾਨ ਆਪ ਵਿੱਚ ਸ਼ਾਮਲ ਹੋਏ। ਇਸ ਮੌਕੇ ਉਮੀਦਵਾਰ ਮਾਲਵਿੰਦਰ ਸਿੰਘ ਕੰਗ ਨੇ ਕਿਹਾ ਕਿ ਉਨ੍ਹਾਂ ਦੀ ਸਰਕਾਰ ਵਲੋਂ ਪੰਜਾਬ ਦੇ ਲੋਕਾਂ ਨਾਲ ਕੀਤੇ ਵਾਅਦੇ ਪੂਰੇ ਕੀਤੇ ਜਾ ਰਹੇ ਹਨ ਅਤੇ ਲੋਕ ਸਭਾ ਚੋਣਾਂ ਵਿੱਚ ਵੀ ਲੋਕ ਉਨ੍ਹਾਂ ਦਾ ਸਾਥ ਦੇਣਗੇ।: [291, 1987, 531, 2171]
concert-dateline: ਚੰਡੀਗੜ੍ਹ: [847, 1002, 892, 1016]
anniversary-box: [1269, 132, 1498, 541]
roti-col-1: ਫਿਰ ਗੱਲ ਨਾ ਕਰੇ ਜਵਾਨਾਂ ਤੂੰ ਘਰ ਬੈਠ ਕੇ ਅੱਞੋ ਸਰਨਾ ਨੀ ਚੱਲ ਚਲੀਏ ਕਿਸਾਨੀ ਧਰਨੇ ਵਿੱਚ ਹਿੱਸਾ ਆਪਣਾ ਦੇਈਏ ਪਾ ਮਿੱਤਰਾਂ। ਏ ਇਕ ਦੀ ਨਹੀਂ ਲੜਾਈ ਏ ਸਭ ਸਭ ਦੇ ਹਿੱਸੇ ਆਈ ਏ। ਸਾਡੀ ਮੁੱਢ ਤੋਂ ਬਣਦੀ ਨਹੀਂ ਆਈ ਸੈਂਟਰ ਸਰਕਾਰਾਂ ਨਾ ਮਿੱਤਰਾਂ ਚੱਲ ਚਲੀਏ ਕਿਸਾਨੀ ਧਰਨੇ ਵਿੱਚ ਹਿੱਸਾ ਆਪਣਾ ਦੇਈਏ ਪਾ ਮਿੱਤਰਾਂ ਸਾਡੀ ਸਬਰ ਸਿੱਦਕ ਦੀਆਂ ਹੱਦਾਂ ਦਾ ਪਾਣੀ ਸਿਰ ਤੋਂ ਉਪਰ ਲੰਘਿਆ ਏ ਅਸੀਂ ਪਿੱਛੇ ਹੱਟਣ ਨਹੀਂ ਸਿੱਖਿਆ ਜਿਹੜਾ ਘਰਿਆ ਉਹਿਉ ਟੰਗਿਆ ਏ, ਸਾਡੇ ਬਾਬੇ ਪਾਉਣ ਬਹੀਦੀਆਂ ਵਚ ਤੂੰ ਆਪਣਾ ਮੁੱਲ ਪਵਾ ਮਿੱਤਰਾਂ ਚੱਲ ਚਲੀਏ ਕਿਸਾਨੀ ਧਰਨੇ ਵਿੱਚ ਮੁੱਲ ਆਪਣਾ ਦੇਈਏ ਪਾ ਮਿੱਤਰਾਂ: [636, 203, 804, 443]
khalsa-body-left: 'ਮਹਾਂਬਲੀ ਸੂਰਮੇ' ਜਿਸ ਦੂਰ ਕੋਈ ਨਾ ਸਕਾਵੇਂ ਕਲਗੀ ਮੁਗਲਾਂ ਦੇ ਅੱਗੇ ਕਿਰਦੀ ਪੱਗ ਚੱਕਦੀ ਹਰ ਪਾਸੇ ਜਾਲਮਾਂ ਅਕਾਲਿਆ ਕਹਿਰ ਸੀ ਦਹਿਸ਼ਤ ਫ਼ੈਲਾਈ ਪਿਤਾ ਅਤੇ ਸ਼ਹਿਰ ਜੀ ਅਨੰਦਪੁਰ ਸਾਹਿਬ ਦੇ ਨਗਾਰਾ ਵੱਜਿਆ ਖੁਲੇ ਜਿਹੇ ਮੈਦਾਨ ਵਿੱਚ ਤੰਬੂ ਲੱਗਿਆ ਪਿਤਾ ਦਸ਼ਮੇਸ਼ ਜਦੋਂ ਤੇਗ਼ ਖਿੱਚਲੀ ਖੁਨ ਦੀ ਪਿਆਸੀ ਲਿਸ਼ਕੇ ਕਾਂਗ ਬਿਜਲੀ ਢੇਰਾ-ਬਾਣਾ, ਕੰਬ-ਗਏ ਕਹਿ ਬਸਕੇ ਕੰਬਗਏ ਪਹਾੜੀ ਰਾਜੇ ਡਣ ਵਰਦੇ ਸ਼ੇਰਾਂ ਵਾਲੀ ਕੌਮ ਦਾ ਆਗਾਜ਼ ਹੋਗਿਆ ਛੱਕ ਅੰਮ੍ਰਿਤ ਸਿੰਘ ਬਣੇ ਜਾਂਬਾਜ਼ ਹੋਗਿਆ ਹੁਕਮ ਅਕਾਲ ਦਾ ਸੁਣਾਇਆ ਗੁਰਾਂ ਨੇ ਹੱਕ-ਸੱਚ ਲਈ ਖਾਲਸਾ ਸਜਾਇਆ ਗੁਰਾਂ ਨੇ ਬਾਣੀ ਅਤੇ ਬਾਣੇ ਨਾਲ ਰਹਿਣਾ ਜੁੜਕੇ ਜਿਸਦੀ ਅੱਜ ਗਗਨਾਂ ਤੇ ਗੂੰਜ ਪੈਂਦੀ ਅੱਜ ਮੈਂ ਬਣਾਵਾਂ ਮਹਾਂਬਲੀ ਸੂਰਮਾਂ ਤਾਜਪੋਸ਼ੀ ਕਰਾਂ ਜੋ ਜੱਗ ਵਿੱਚ ਧੁਨ ਦੇ: [51, 182, 266, 407]
khalsa-heading: ਪੰਥ ਖਾਲਸਾ ਸਾਜਨਾ ਦਿਵਸ ਨੂੰ ਸਮਰਪਿਤ: [162, 139, 510, 167]
ad-mobile-bar: [1274, 864, 1497, 895]
visakhi-poem: [66, 598, 367, 856]
gandhi-meeting-photo: [1021, 1876, 1498, 2088]
kang-dateline: ਪੈਗਾਮ-ਏ-ਜਗਤ/ਮਾਹਿਲਪੁਰ: [66, 1850, 189, 1865]
kang-col-2-top: [291, 1849, 522, 1903]
una-photo-6: [621, 1121, 775, 1237]
ad-label: ਅਦਾਰਾ: [1364, 565, 1407, 584]
poem-line: ਰੰਗੀ, ਹਰਸ਼ੇਤ, ਜੀਤਰ ਸਰੀਆਂ ਨਾਲ ਸੁਣ ਪਾਵਾਂਗੇ।: [66, 839, 285, 854]
poem-line: ਮੱਥਾ ਟੇਕ ਟੋਕਾਂਗੇ, ਪਹਿਲਾਂ ਅਸੀਂ ਨਾਵਾਂਗੇ।: [66, 618, 247, 632]
ad-mobile: M : 94786-02733: [1297, 869, 1473, 890]
poem-line: ਵਿਸਾਖੀ ਵਾਲੇ ਮੇਲੇ ਵਿੱਚ ਮੋਰਚ ਬਣਾਵਾਂਗੇ।: [66, 821, 249, 835]
section-rule-2: [51, 902, 1498, 904]
una-col-1: ਜ਼ਿਲ੍ਹਾ ਚੋਣ ਅਫ਼ਸਰ ਅਤੇ ਡਿਪਟੀ ਕਮਿਸ਼ਨਰ ਜਤਿਨ ਲਾਲ ਨੇ ਸ਼ੁੱਕਰਵਾਰ ਨੂੰ ਸਰਕਾਰੀ ਕਾਲਜ ਊਨਾ ਵਿਖੇ ਲੋਕ ਸਭਾ ਚੋਣਾਂ ਅਤੇ ਦੋ ਵਿਧਾਨ ਸਭਾ ਉਪ ਚੋਣਾਂ ਲਈ ਈ.ਵੀ.ਐਮ ਮਸ਼ੀਨਾਂ ਲਈ ਬਣਾਏ ਗਏ ਸਟਰਾਂਗ ਰੂਮ ਅਤੇ ਕਾਉਂਟਿੰਗ ਰੂਮ ਦਾ ਮੁਆਇਨਾ ਕੀਤਾ ਅਤੇ ਸੁਰੱਖਿਆ ਪ੍ਰਬੰਧਾਂ ਦਾ ਜਾਇਜ਼ਾ ਲਿਆ ਅਤੇ ਯੋਗ ਪ੍ਰਬੰਧ ਦਿਸ਼ਾ ਨਿਰਦੇਸ਼ ਦਿੱਤੇ। ਇਸ ਦੌਰਾਨ ਡੀਸੀ ਨੇ ਗਿਣਤੀ ਵਾਲੀ ਥਾਂ ਤੇ ਉਮੀਦਵਾਰਾਂ ਦੇ ਏਜੰਟਾਂ ਲਈ ਬਣਾਏ ਗਏ ਗਲਿਆਰੇ ਦੇ ਬਾਹਰਲੇ ਹਿੱਸੇ ਨੂੰ ਉੱਚਾ ਚੁੱਕਣ ਅਤੇ ਗਲਿਆਰੇ ਦੇ ਦੋਵਾਂ ਪਾਸੇ ਮਜ਼ਬੂਤ ਜਾਲ ਲਗਾਉਣ ਦੇ ਨਿਰਦੇਸ਼ ਦਿੱਤੇ। ਉਨ੍ਹਾਂ ਦੱਸਿਆ ਕਿ ਗਿਣਤੀ ਲਈ ਬਣਾਏ ਗਏ ਕਮਰੇ ਸਟਰਾਂਗ ਰੂਮ ਵਿੱਚ 24 ਘੰਟੇ ਸੁਰੱਖਿਆ ਰਹੇਗੀ। ਉਨ੍ਹਾਂ ਨੇ ਦੱਸਿਆ ਕਿ ਲੋਕ ਸਭਾ ਦੀ ਈ.ਵੀ.ਐਮ ਗਿਣਤੀ ਲਈ ਡਿਗਰੀ ਕਾਲਜ ਊਨਾ ਵਿਖੇ 5 ਵਿਧਾਨ ਸਭਾ ਖੇਤਰਾਂ ਦੇ ਗਿਣਤੀ ਕੇਂਦਰ ਬਣਾਏ ਗਏ ਹਨ। ਇਸ ਤੋਂ ਇਲਾਵਾ ਗਗਰੇਟ ਅਤੇ ਕੁਟਲੈਹੜ ਦੀਆਂ ਵਿਧਾਨ ਸਭਾ ਜ਼ਿਮਨੀ ਚੋਣਾਂ ਲਈ ਵੀ ਵੱਖ-ਵੱਖ: [51, 1048, 294, 1277]
poem-line: ਘਰ ਨੂੰ ਨੀ ਜਾਣਾ ਅਜੇ, ਨਾਲੇ ਦੇਣੋਂ ਜਾਵਾਂਗੇ।: [66, 802, 251, 817]
